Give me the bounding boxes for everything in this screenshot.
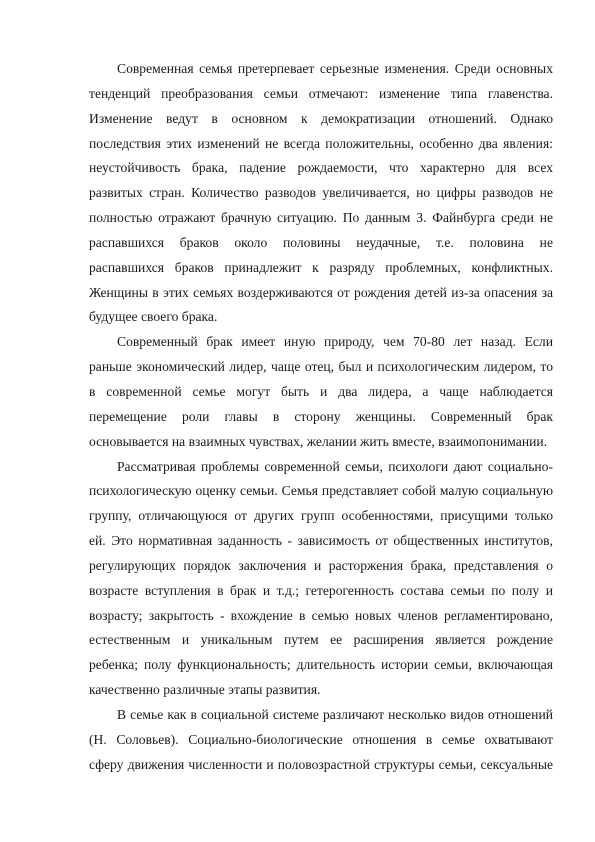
text-line: Современная семья претерпевает серьезные изменения. Среди основных (117, 61, 553, 76)
text-line: развитых стран. Количество разводов увеличивается, но цифры разводов не (89, 185, 553, 201)
text-line: ребенка; полу функциональность; длительность истории семьи, включающая (89, 657, 553, 673)
text-line: тенденций преобразования семьи отмечают: изменение типа главенства. (89, 85, 553, 101)
text-line: будущее своего брака. (89, 309, 218, 325)
text-line: перемещение роли главы в сторону женщины. Современный брак (89, 408, 553, 424)
paragraph-4 (89, 703, 553, 778)
text-line: неустойчивость брака, падение рождаемости, что характерно для всех (89, 160, 553, 176)
text-line: последствия этих изменений не всегда положительны, особенно два явления: (89, 135, 553, 151)
text-line: распавшихся браков около половины неудачные, т.е. половина не (89, 234, 553, 250)
text-line: группу, отличающуюся от других групп особенностями, присущими только (89, 508, 553, 524)
paragraph-3 (89, 455, 553, 703)
text-line: психологическую оценку семьи. Семья представляет собой малую социальную (89, 483, 553, 499)
paragraph-1 (89, 57, 553, 330)
text-line: ей. Это нормативная заданность - зависимость от общественных институтов, (89, 533, 553, 549)
text-line: полностью отражают брачную ситуацию. По данным З. Файнбурга среди не (89, 210, 553, 226)
text-line: основывается на взаимных чувствах, желании жить вместе, взаимопонимании. (89, 433, 548, 449)
text-line: Женщины в этих семьях воздерживаются от рождения детей из-за опасения за (89, 284, 553, 300)
text-line: возрасту; закрытость - вхождение в семью новых членов регламентировано, (89, 607, 553, 623)
text-line: в современной семье могут быть и два лидера, а чаще наблюдается (89, 383, 553, 399)
text-line: (Н. Соловьев). Социально-биологические отношения в семье охватывают (89, 731, 553, 747)
text-line: сферу движения численности и половозрастной структуры семьи, сексуальные (89, 756, 553, 772)
text-line: Современный брак имеет иную природу, чем 70-80 лет назад. Если (117, 334, 553, 350)
text-line: естественным и уникальным путем ее расширения является рождение (89, 632, 553, 648)
document-body (89, 57, 553, 777)
text-line: возрасте вступления в брак и т.д.; гетерогенность состава семьи по полу и (89, 582, 553, 598)
paragraph-2 (89, 330, 553, 454)
text-line: Рассматривая проблемы современной семьи, психологи дают социально- (117, 458, 553, 474)
text-line: Изменение ведут в основном к демократизации отношений. Однако (89, 110, 553, 126)
text-line: распавшихся браков принадлежит к разряду проблемных, конфликтных. (89, 259, 553, 275)
text-line: регулирующих порядок заключения и расторжения брака, представления о (89, 557, 553, 573)
text-line: В семье как в социальной системе различают несколько видов отношений (117, 706, 553, 722)
text-line: качественно различные этапы развития. (89, 682, 321, 698)
text-line: раньше экономический лидер, чаще отец, был и психологическим лидером, то (89, 359, 553, 375)
